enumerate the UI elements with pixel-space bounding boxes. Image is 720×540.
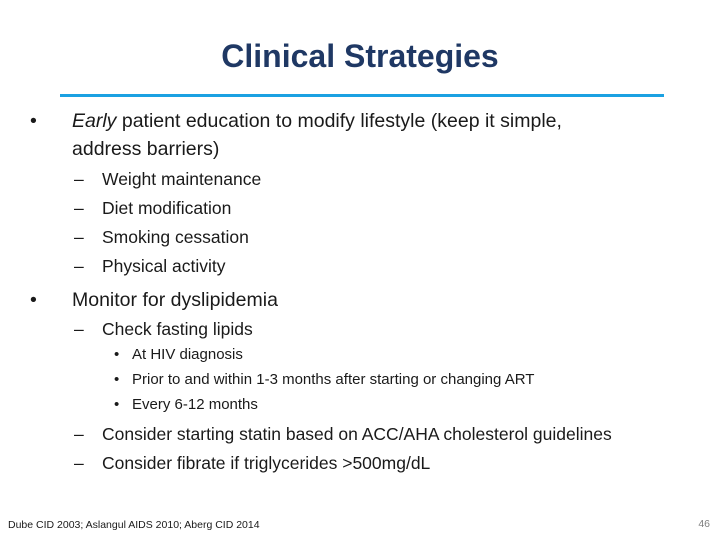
dash-marker: –	[74, 453, 84, 473]
bullet-marker: •	[114, 346, 120, 363]
emphasis-early: Early	[72, 110, 117, 132]
bullet-text: patient education to modify lifestyle (keep it simple,	[116, 110, 562, 132]
bullet-marker: •	[114, 396, 120, 413]
dash-marker: –	[74, 424, 84, 444]
title-underline	[60, 94, 664, 97]
bullet-marker: •	[30, 289, 37, 311]
dash-marker: –	[74, 319, 84, 339]
dash-marker: –	[74, 256, 84, 276]
bullet-marker: •	[30, 110, 37, 132]
bullet-marker: •	[114, 371, 120, 388]
dash-marker: –	[74, 227, 84, 247]
slide-title: Clinical Strategies	[221, 38, 499, 74]
dash-marker: –	[74, 169, 84, 189]
page-number: 46	[698, 518, 710, 530]
references-footer: Dube CID 2003; Aslangul AIDS 2010; Aberg CID 2014	[8, 519, 260, 531]
dash-marker: –	[74, 198, 84, 218]
